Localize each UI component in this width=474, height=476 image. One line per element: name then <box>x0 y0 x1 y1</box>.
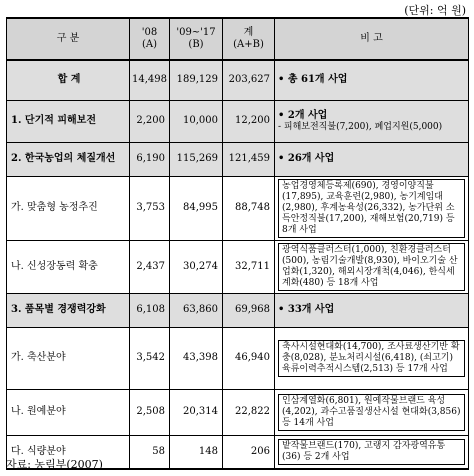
cell-2008: 58 <box>130 435 170 469</box>
row-label: 나. 원예분야 <box>7 389 130 435</box>
row-label: 다. 식량분야 <box>7 435 130 469</box>
table-row-total <box>7 60 469 100</box>
cell-note <box>275 435 469 469</box>
header-note: 비 고 <box>275 18 469 60</box>
header-row <box>7 18 469 60</box>
note-box: 인삼계열화(6,801), 원예작물브랜드 육성(4,202), 과수고품질생산시설 현대화(3,856) 등 14개 사업 <box>278 394 465 431</box>
row-label: 나. 신성장동력 확충 <box>7 240 130 293</box>
cell-2008: 3,753 <box>130 176 170 240</box>
cell-note <box>275 240 469 293</box>
row-label: 3. 품목별 경쟁력강화 <box>7 293 130 327</box>
table-row-structure <box>7 142 469 176</box>
note-box: 광역식품클러스터(1,000), 친환경클러스터(500), 농림기술개발(8,930), 바이오기술 산업화(1,320), 해외시장개척(4,046), 한식세계화(480) 등 18개 사업 <box>278 243 465 291</box>
cell-total: 22,822 <box>223 389 275 435</box>
cell-note: • 26개 사업 <box>275 142 469 176</box>
note-box: 축사시설현대화(14,700), 조사료생산기반 확충(8,028), 분뇨처리시설(6,418), (쇠고기)육류이력추적시스템(2,513) 등 17개 사업 <box>278 340 465 377</box>
cell-note <box>275 100 469 142</box>
note-box: 밭작물브랜드(170), 고랭지 감자광역유통(36) 등 2개 사업 <box>278 439 465 465</box>
note-bullet: • 2개 사업 <box>278 109 328 121</box>
row-label: 가. 축산분야 <box>7 327 130 389</box>
table-row-livestock <box>7 327 469 389</box>
header-total: 계 (A+B) <box>223 18 275 60</box>
table-row-competitiveness <box>7 293 469 327</box>
budget-table <box>6 17 469 470</box>
note-box: 농업경영체등록제(690), 경영이양직불(17,895), 교육훈련(2,980), 농기계임대(2,980), 후계농육성(26,332), 농가단위 소득안정직불(17,200), 재해보험(20,719) 등 8개 사업 <box>278 179 465 238</box>
header-category: 구 분 <box>7 18 130 60</box>
cell-2009-2017: 115,269 <box>170 142 223 176</box>
cell-total: 121,459 <box>223 142 275 176</box>
cell-note <box>275 389 469 435</box>
cell-total: 206 <box>223 435 275 469</box>
source-note: 자료: 농림부(2007) <box>6 458 103 471</box>
cell-2009-2017: 43,398 <box>170 327 223 389</box>
cell-2008: 14,498 <box>130 60 170 100</box>
cell-note: • 총 61개 사업 <box>275 60 469 100</box>
cell-total: 88,748 <box>223 176 275 240</box>
cell-2009-2017: 84,995 <box>170 176 223 240</box>
row-label: 1. 단기적 피해보전 <box>7 100 130 142</box>
cell-note: • 33개 사업 <box>275 293 469 327</box>
row-label: 합 계 <box>7 60 130 100</box>
table-row-growth <box>7 240 469 293</box>
header-2008: '08 (A) <box>130 18 170 60</box>
header-2009-2017: '09~'17 (B) <box>170 18 223 60</box>
cell-2009-2017: 148 <box>170 435 223 469</box>
cell-total: 203,627 <box>223 60 275 100</box>
cell-2009-2017: 30,274 <box>170 240 223 293</box>
cell-2009-2017: 10,000 <box>170 100 223 142</box>
cell-2008: 3,542 <box>130 327 170 389</box>
cell-total: 12,200 <box>223 100 275 142</box>
row-label: 가. 맞춤형 농정추진 <box>7 176 130 240</box>
cell-total: 46,940 <box>223 327 275 389</box>
cell-2008: 2,200 <box>130 100 170 142</box>
cell-note <box>275 327 469 389</box>
cell-2009-2017: 20,314 <box>170 389 223 435</box>
table-row-horticulture <box>7 389 469 435</box>
cell-2008: 2,437 <box>130 240 170 293</box>
cell-note <box>275 176 469 240</box>
table-row-customized <box>7 176 469 240</box>
cell-2008: 6,108 <box>130 293 170 327</box>
cell-2009-2017: 63,860 <box>170 293 223 327</box>
row-label: 2. 한국농업의 체질개선 <box>7 142 130 176</box>
cell-total: 32,711 <box>223 240 275 293</box>
cell-2008: 2,508 <box>130 389 170 435</box>
cell-2008: 6,190 <box>130 142 170 176</box>
cell-total: 69,968 <box>223 293 275 327</box>
table-row-short-term <box>7 100 469 142</box>
cell-2009-2017: 189,129 <box>170 60 223 100</box>
unit-label: (단위: 억 원) <box>404 4 466 17</box>
note-detail: - 피해보전직불(7,200), 폐업지원(5,000) <box>278 121 443 132</box>
